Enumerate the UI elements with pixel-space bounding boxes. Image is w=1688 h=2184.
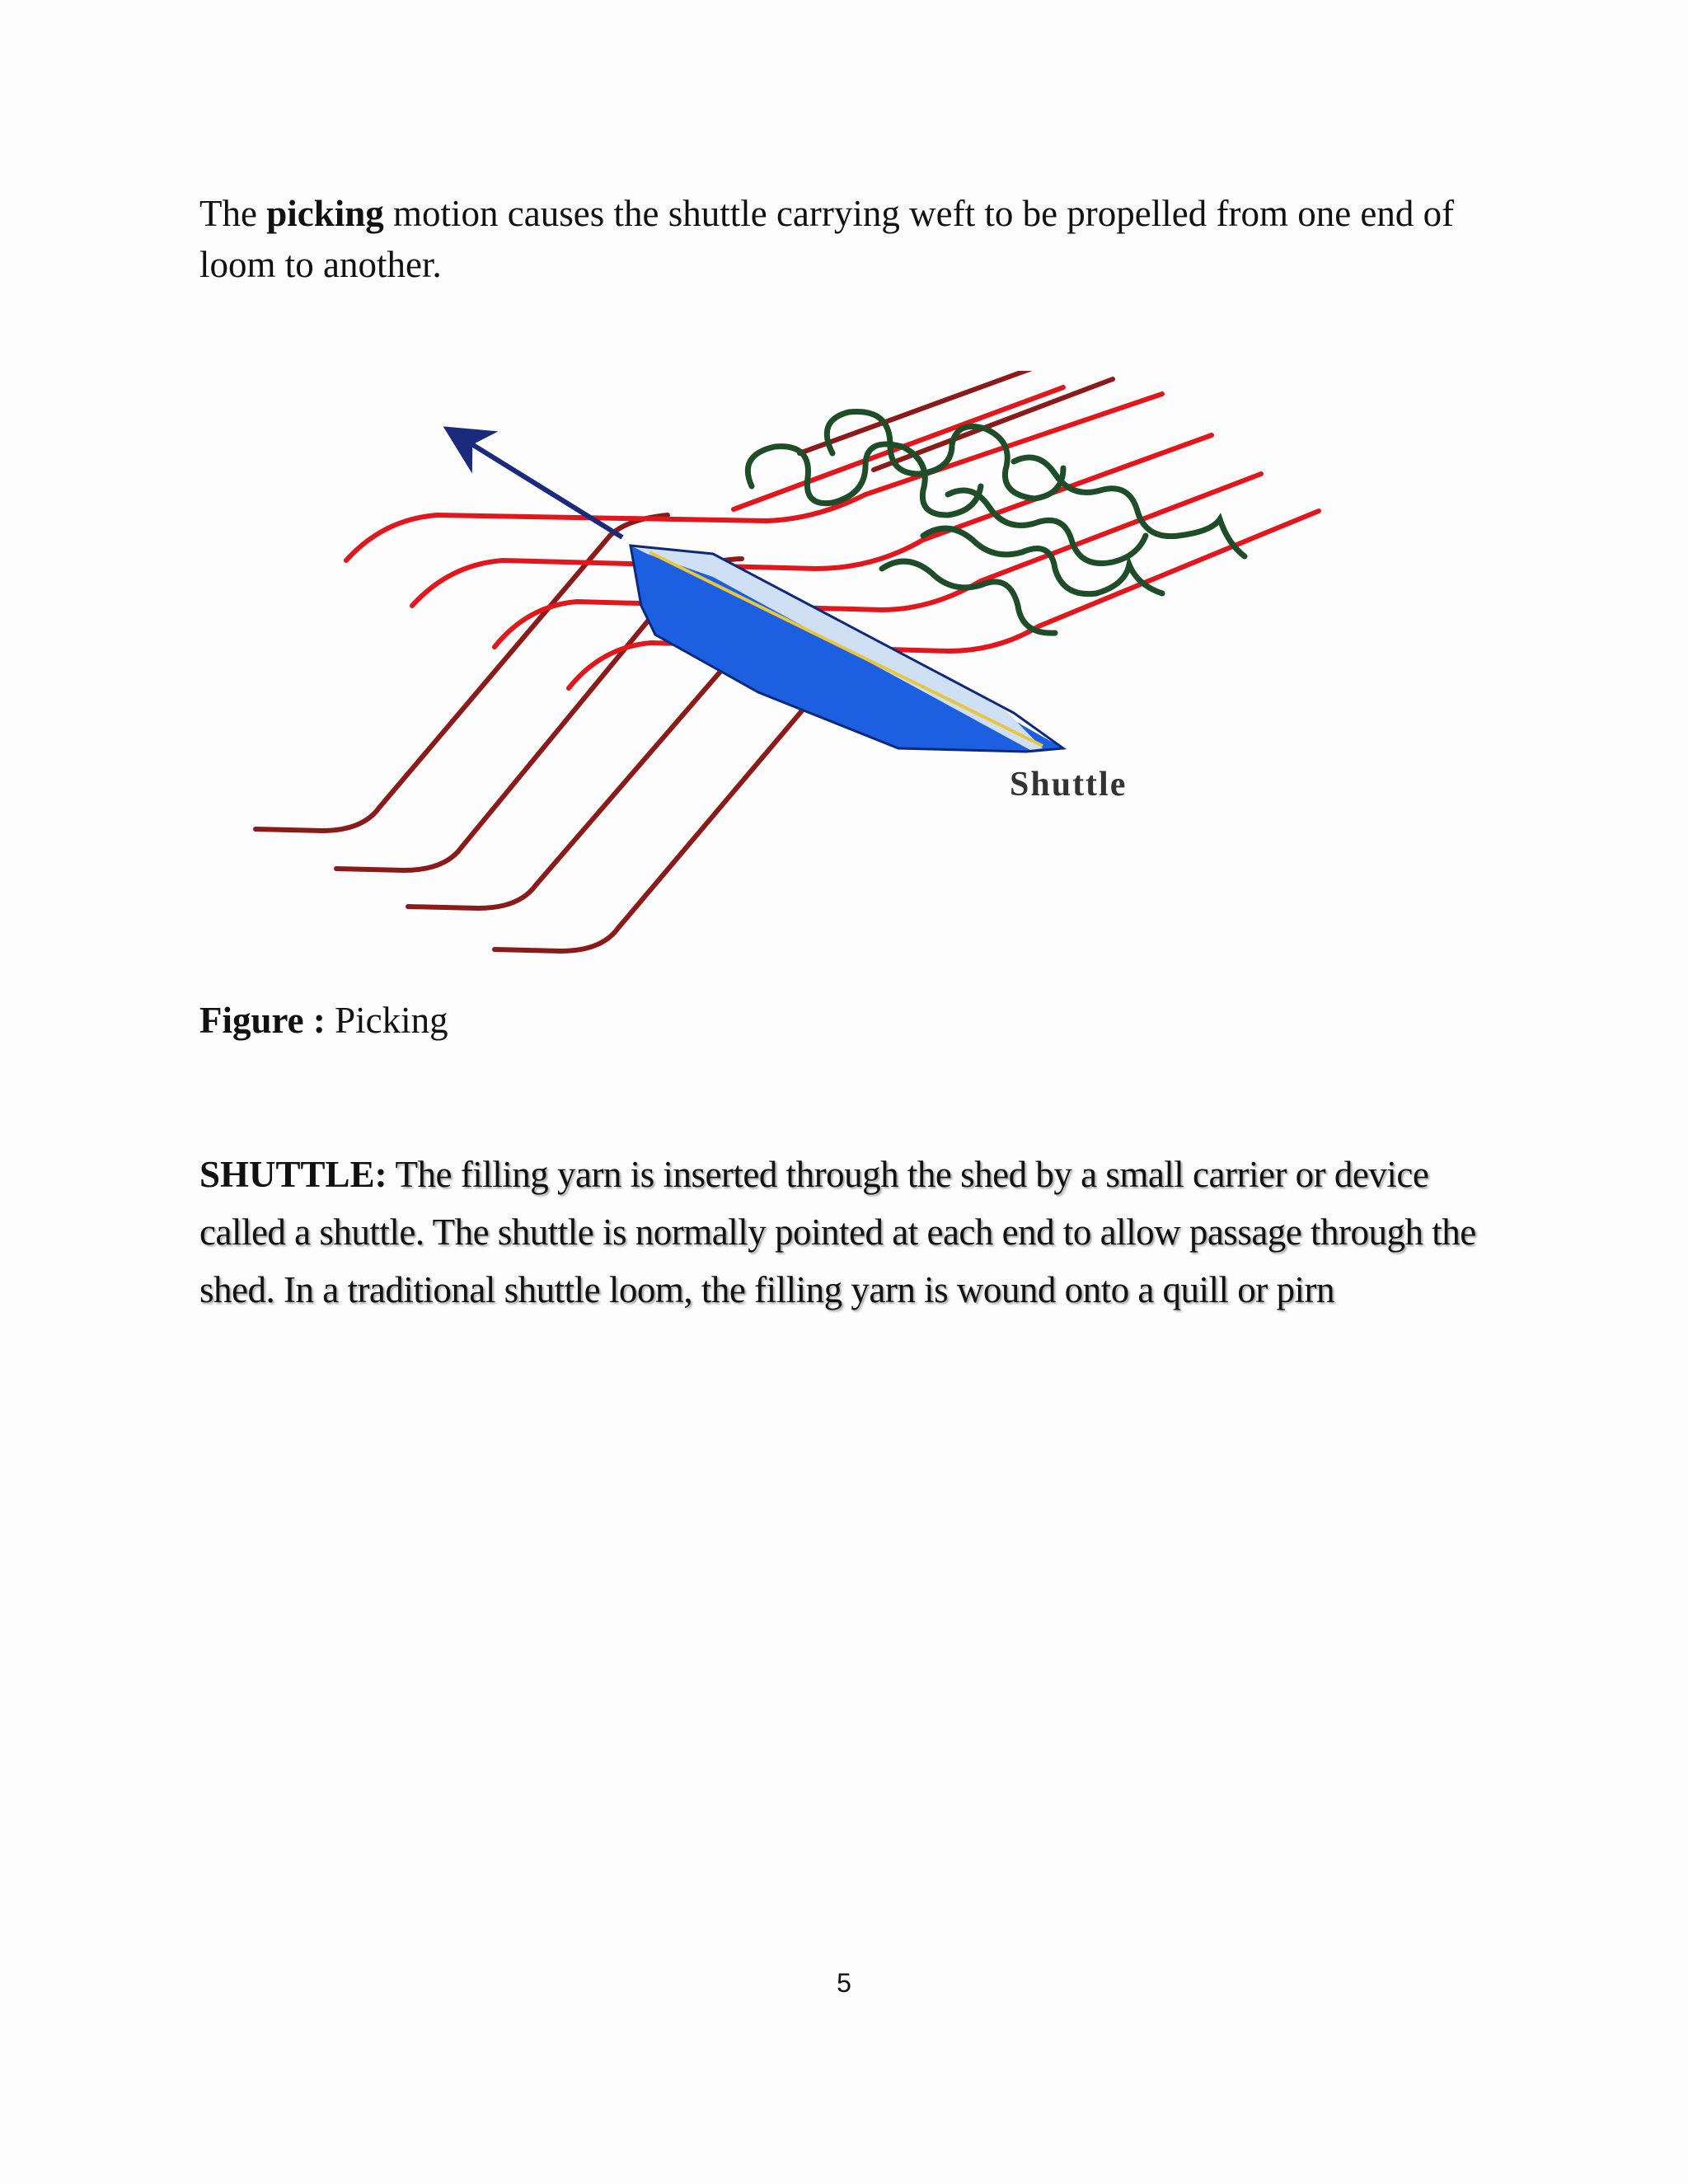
shuttle-direction-arrow bbox=[460, 437, 622, 537]
picking-diagram bbox=[239, 371, 1393, 964]
page-number: 5 bbox=[837, 1968, 851, 1998]
caption-text: Picking bbox=[325, 1000, 448, 1041]
caption-label: Figure : bbox=[199, 1000, 326, 1041]
shuttle-body-text: The filling yarn is inserted through the shed by a small carrier or device called a shuttle. The shuttle is normally pointed at each end to allow passage through the shed. In a traditional shuttle loom, the filling yarn is wound onto a quill or pirn bbox=[199, 1154, 1476, 1310]
intro-term-picking: picking bbox=[266, 193, 384, 234]
upper-warp-dark bbox=[799, 371, 1113, 470]
intro-suffix: motion causes the shuttle carrying weft to be propelled from one end of loom to another. bbox=[199, 193, 1455, 285]
shuttle-heading: SHUTTLE: bbox=[199, 1154, 387, 1195]
intro-prefix: The bbox=[199, 193, 267, 234]
shuttle-label: Shuttle bbox=[1010, 766, 1128, 804]
weft-loop bbox=[923, 528, 1162, 594]
upper-warp-thread bbox=[346, 394, 1162, 560]
weft-loop bbox=[1014, 457, 1245, 556]
weft-loop bbox=[748, 444, 981, 515]
upper-warp-thread bbox=[412, 435, 1212, 606]
weft-loop bbox=[882, 561, 1055, 633]
shuttle-paragraph bbox=[199, 1146, 1485, 1319]
picking-figure bbox=[239, 371, 1393, 964]
figure-caption bbox=[199, 996, 448, 1045]
intro-paragraph bbox=[199, 188, 1518, 290]
